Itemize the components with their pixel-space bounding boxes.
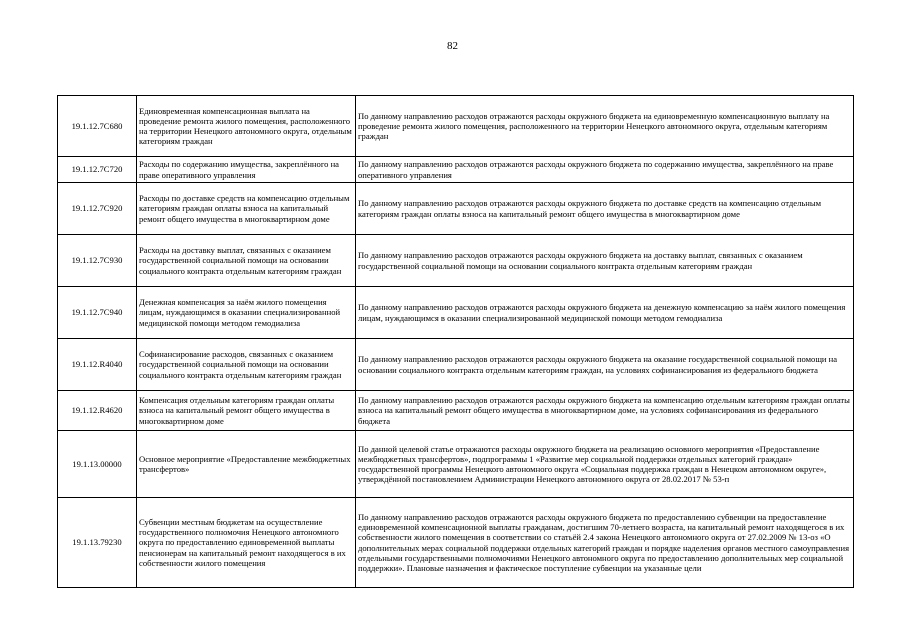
row-description: По данному направлению расходов отражаются расходы окружного бюджета на компенсацию отдельным категориям граждан оплаты взноса на капитальный ремонт общего имущества в многоквартирном доме, на условиях софинансирования из федерального бюджета [356, 391, 854, 431]
row-code: 19.1.12.7C930 [58, 235, 137, 287]
row-code: 19.1.12.7C940 [58, 287, 137, 339]
row-description: По данному направлению расходов отражаются расходы окружного бюджета по предоставлению субвенции на предоставление единовременной компенсационной выплаты гражданам, достигшим 70-летнего возраста, на капитальный ремонт находящегося в их собственности жилого помещения в соответствии со статьёй 2.4 закона Ненецкого автономного округа от 27.02.2009 № 13-оз «О дополнительных мерах социальной поддержки отдельных категорий граждан и порядке наделения органов местного самоуправления отдельными государственными полномочиями Ненецкого автономного округа по предоставлению дополнительных мер социальной поддержки». Плановые назначения и фактическое поступление субвенции на указанные цели [356, 498, 854, 588]
row-name: Софинансирование расходов, связанных с оказанием государственной социальной помощи на основании социального контракта отдельным категориям граждан [137, 339, 356, 391]
row-code: 19.1.12.R4620 [58, 391, 137, 431]
row-name: Основное мероприятие «Предоставление межбюджетных трансфертов» [137, 431, 356, 498]
row-name: Расходы на доставку выплат, связанных с оказанием государственной социальной помощи на основании социального контракта отдельным категориям граждан [137, 235, 356, 287]
row-description: По данной целевой статье отражаются расходы окружного бюджета на реализацию основного мероприятия «Предоставление межбюджетных трансфертов», подпрограммы 1 «Развитие мер социальной поддержки отдельных категорий граждан» государственной программы Ненецкого автономного округа «Социальная поддержка граждан в Ненецком автономном округе», утверждённой постановлением Администрации Ненецкого автономного округа от 28.02.2017 № 53-п [356, 431, 854, 498]
row-code: 19.1.13.79230 [58, 498, 137, 588]
row-code: 19.1.12.7C680 [58, 96, 137, 157]
budget-classification-table [57, 95, 854, 588]
row-name: Расходы по доставке средств на компенсацию отдельным категориям граждан оплаты взноса на капитальный ремонт общего имущества в многоквартирном доме [137, 183, 356, 235]
table-row [58, 391, 854, 431]
row-name: Расходы по содержанию имущества, закреплённого на праве оперативного управления [137, 157, 356, 183]
row-code: 19.1.13.00000 [58, 431, 137, 498]
table-row [58, 183, 854, 235]
row-description: По данному направлению расходов отражаются расходы окружного бюджета на единовременную компенсационную выплату на проведение ремонта жилого помещения, расположенного на территории Ненецкого автономного округа, отдельным категориям граждан [356, 96, 854, 157]
row-description: По данному направлению расходов отражаются расходы окружного бюджета по содержанию имущества, закреплённого на праве оперативного управления [356, 157, 854, 183]
table-row [58, 157, 854, 183]
table-row [58, 339, 854, 391]
row-name: Денежная компенсация за наём жилого помещения лицам, нуждающимся в оказании специализированной медицинской помощи методом гемодиализа [137, 287, 356, 339]
row-description: По данному направлению расходов отражаются расходы окружного бюджета на доставку выплат, связанных с оказанием государственной социальной помощи на основании социального контракта отдельным категориям граждан [356, 235, 854, 287]
row-description: По данному направлению расходов отражаются расходы окружного бюджета на денежную компенсацию за наём жилого помещения лицам, нуждающимся в оказании специализированной медицинской помощи методом гемодиализа [356, 287, 854, 339]
table-row [58, 287, 854, 339]
table-row [58, 498, 854, 588]
row-name: Единовременная компенсационная выплата на проведение ремонта жилого помещения, расположенного на территории Ненецкого автономного округа, отдельным категориям граждан [137, 96, 356, 157]
table-row [58, 235, 854, 287]
row-code: 19.1.12.7C920 [58, 183, 137, 235]
row-description: По данному направлению расходов отражаются расходы окружного бюджета по доставке средств на компенсацию отдельным категориям граждан оплаты взноса на капитальный ремонт общего имущества в многоквартирном доме [356, 183, 854, 235]
row-description: По данному направлению расходов отражаются расходы окружного бюджета на оказание государственной социальной помощи на основании социального контракта отдельным категориям граждан, на условиях софинансирования из федерального бюджета [356, 339, 854, 391]
row-name: Субвенции местным бюджетам на осуществление государственного полномочия Ненецкого автономного округа по предоставлению единовременной выплаты пенсионерам на капитальный ремонт находящегося в их собственности жилого помещения [137, 498, 356, 588]
table-row [58, 96, 854, 157]
row-name: Компенсация отдельным категориям граждан оплаты взноса на капитальный ремонт общего имущества в многоквартирном доме [137, 391, 356, 431]
row-code: 19.1.12.R4040 [58, 339, 137, 391]
page-number: 82 [447, 40, 458, 52]
table-row [58, 431, 854, 498]
row-code: 19.1.12.7C720 [58, 157, 137, 183]
